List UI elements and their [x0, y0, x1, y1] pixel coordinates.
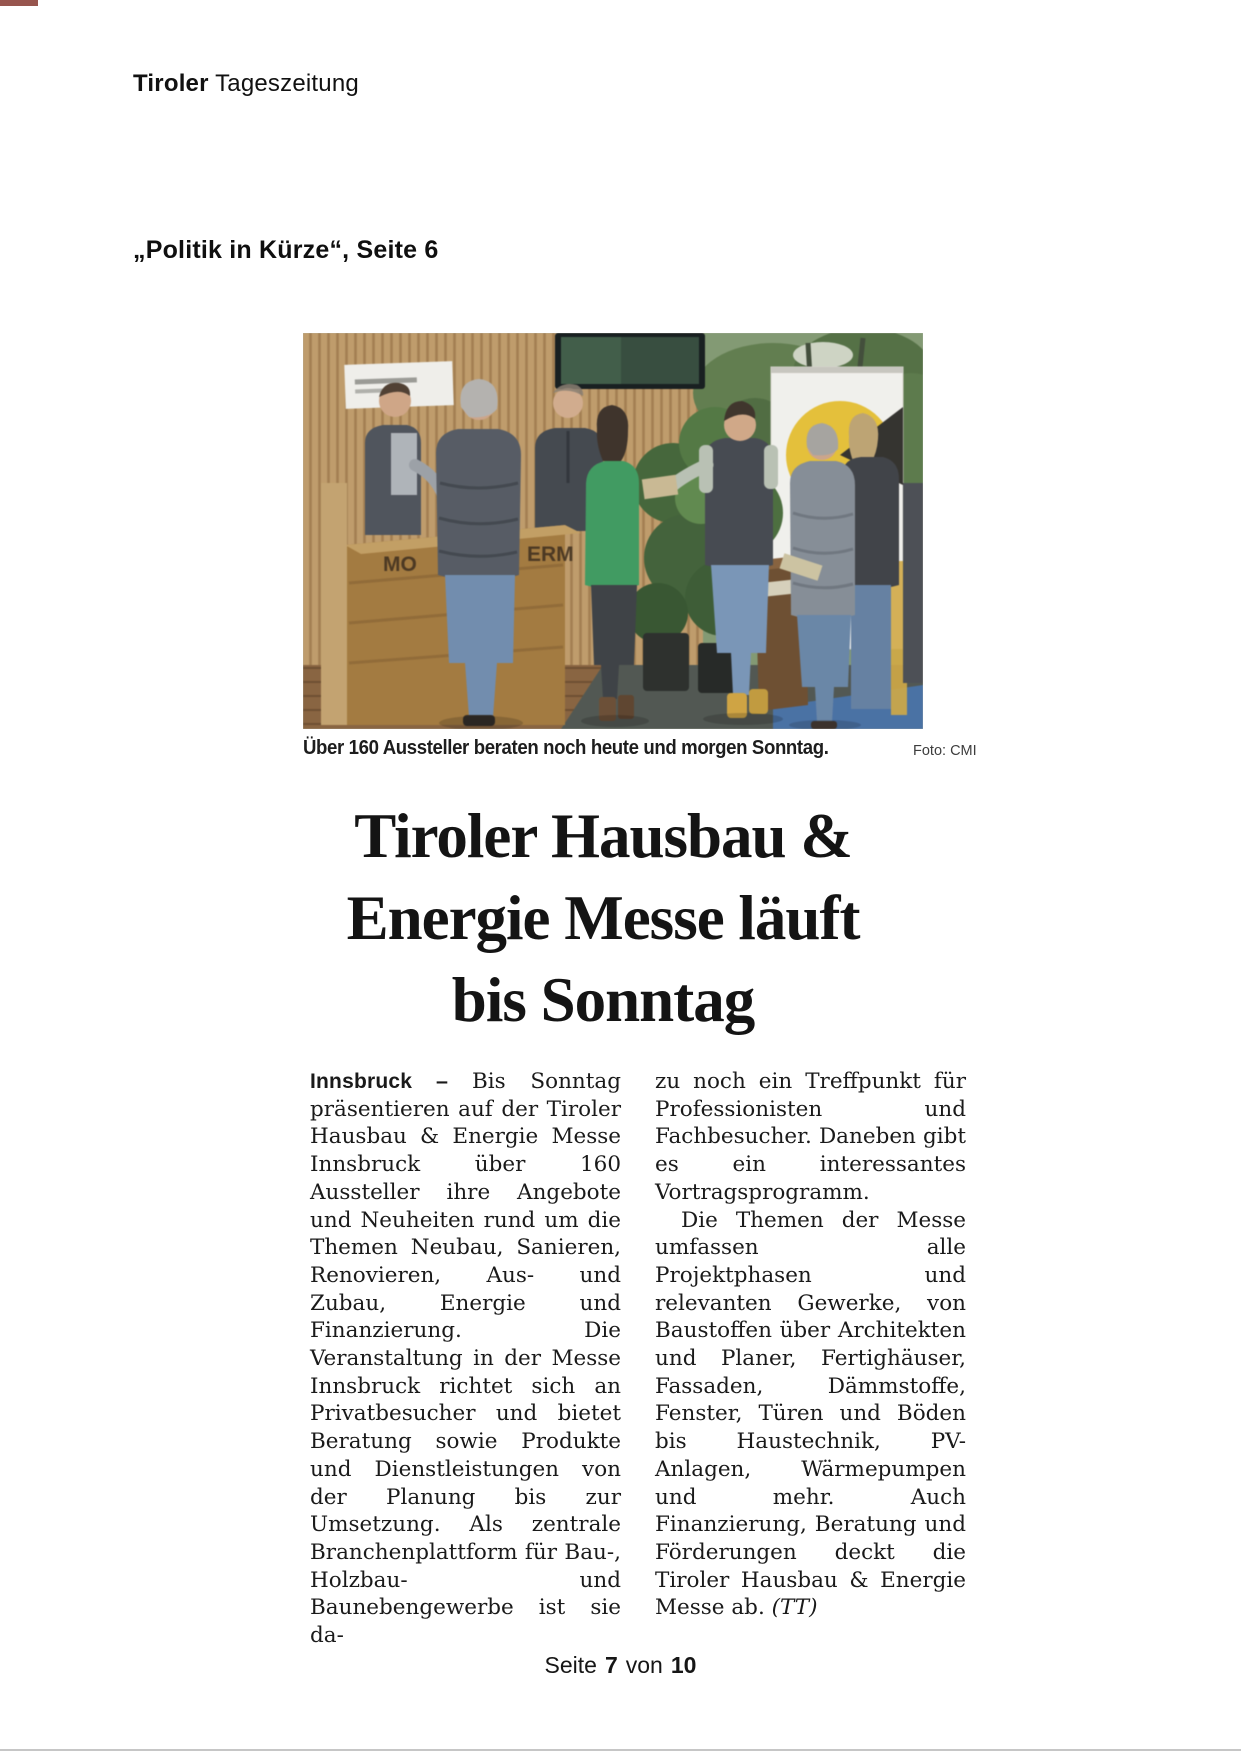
- counter-text-fragment-left: MO: [383, 553, 417, 576]
- footer-of: von: [625, 1652, 663, 1678]
- article-column-right: [655, 1068, 966, 1650]
- page-footer: [0, 1652, 1241, 1679]
- cut-off-sleeve: [903, 483, 923, 683]
- plant-pot: [643, 633, 689, 691]
- shadow: [703, 713, 783, 725]
- article-body: [310, 1068, 966, 1650]
- tv-screen-highlight: [561, 337, 621, 384]
- article-photo-illustration: [303, 333, 923, 729]
- left-column-text: Bis Sonntag präsentieren auf der Tiroler Hausbau & Energie Messe Innsbruck über 160 Aussteller ihre Angebote und Neuheiten rund um die Themen Neubau, Sanieren, Renovieren, Aus- und Zubau, Energie und Finanzierung. Die Veranstaltung in der Messe Innsbruck richtet sich an Privatbesucher und bietet Beratung sowie Produkte und Dienstleistungen von der Planung bis zur Umsetzung. Als zentrale Branchenplattform für Bau-, Holzbau- und Baunebengewerbe ist sie da-: [310, 1069, 622, 1649]
- article-headline: [303, 795, 903, 1041]
- dateline-location: Innsbruck: [310, 1070, 413, 1093]
- article-photo: [303, 333, 923, 729]
- right-column-text: Die Themen der Messe umfassen alle Projektphasen und relevanten Gewerke, von Baustoffen über Architekten und Planer, Fertighäuser, Fassaden, Dämmstoffe, Fenster, Türen und Böden bis Haustechnik, PV-Anlagen, Wärmepumpen und mehr. Auch Finanzierung, Beratung und Förderungen deckt die Tiroler Hausbau & Energie Messe ab.: [655, 1207, 966, 1621]
- footer-label: Seite: [544, 1652, 597, 1678]
- counter-text-fragment-right: ERM: [527, 543, 574, 566]
- headline-line-1: Tiroler Hausbau &: [354, 801, 852, 871]
- blonde-hair: [849, 413, 878, 463]
- scan-artifact-top: [0, 0, 38, 6]
- footer-current-page: 7: [604, 1652, 618, 1678]
- article-column-left: [310, 1068, 621, 1650]
- photo-credit: Foto: CMI: [913, 743, 977, 759]
- masthead-brand: Tiroler: [133, 70, 209, 97]
- scan-artifact-bottom: [0, 1749, 1241, 1751]
- footer-total-pages: 10: [670, 1652, 697, 1678]
- photo-caption: Über 160 Aussteller beraten noch heute und morgen Sonntag.: [303, 737, 829, 759]
- shadow: [581, 715, 649, 727]
- masthead-suffix: Tageszeitung: [208, 70, 359, 97]
- article-paragraph-lead: [310, 1068, 621, 1650]
- article-signoff: (TT): [771, 1595, 818, 1621]
- section-reference-heading: „Politik in Kürze“, Seite 6: [133, 236, 439, 264]
- dateline-dash: –: [412, 1069, 472, 1093]
- yellow-boot: [749, 689, 768, 714]
- sky-gap: [793, 342, 853, 368]
- article-paragraph-second: [655, 1207, 966, 1623]
- newspaper-masthead: [133, 70, 359, 98]
- jeans: [851, 585, 891, 709]
- wood-pillar: [321, 483, 347, 725]
- article-paragraph-continued: zu noch ein Treffpunkt für Professionisten und Fachbesucher. Daneben gibt es ein interessantes Vortragsprogramm.: [655, 1069, 966, 1205]
- headline-line-2: Energie Messe läuft: [346, 883, 860, 953]
- headline-line-3: bis Sonntag: [451, 965, 755, 1035]
